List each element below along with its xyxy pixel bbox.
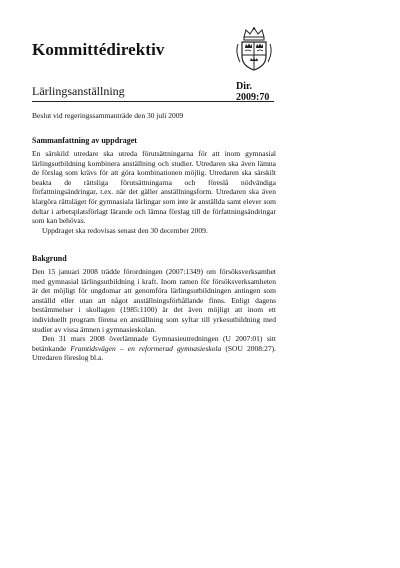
- directive-label: Dir.: [236, 81, 253, 92]
- header-divider: [32, 101, 274, 102]
- report-title: Framtidsvägen – en reformerad gymnasieskola: [70, 343, 222, 353]
- document-title: Kommittédirektiv: [32, 40, 165, 59]
- background-paragraph-2: [32, 334, 276, 363]
- coat-of-arms-icon: [234, 26, 274, 72]
- summary-paragraph: En särskild utredare ska utreda förutsättningarna för att inom gymnasial lärlingsutbildning kombinera anställning och studier. Utredaren ska även lämna de förslag som krävs för att göra kombinationen möjlig. Utredaren ska särskilt beakta de rättsliga förutsättningarna och föreslå nödvändiga författningsändringar, t.ex. när det gäller anställningsform. Utredaren ska även klargöra rättsläget för gymnasiala lärlingar som inte är anställda samt elever som deltar i arbetsplatsförlagt lärande och lämna förslag till de författningsändringar som kan behövas.: [32, 149, 276, 226]
- decision-line: Beslut vid regeringssammanträde den 30 juli 2009: [32, 111, 184, 120]
- background-text-end: (SOU 2008:27). Utredaren föreslog bl.a.: [32, 343, 276, 363]
- background-paragraph: Den 15 januari 2008 trädde förordningen (2007:1349) om försöksverksamhet med gymnasial lärlingsutbildning i kraft. Inom ramen för försöksverksamheten är det möjligt för ungdomar att genomföra lärlingsutbildningen antingen som anställd eller utan att något anställningsförhållande finns. Enligt dagens bestämmelser i skollagen (1985:1100) är det även möjligt att inom ett individuellt program förena en anställning som syftar till yrkesutbildning med studier av vissa ämnen i gymnasieskolan.: [32, 267, 276, 334]
- summary-deadline: Uppdraget ska redovisas senast den 30 december 2009.: [42, 225, 208, 235]
- background-text: Den 31 mars 2008 överlämnade Gymnasieutredningen (U 2007:01) sitt betänkande: [32, 334, 276, 353]
- summary-section: [32, 136, 276, 235]
- directive-subject: Lärlingsanställning: [32, 84, 125, 98]
- background-section: [32, 254, 276, 363]
- background-heading: Bakgrund: [32, 254, 67, 263]
- directive-number: 2009:70: [236, 92, 270, 103]
- summary-heading: Sammanfattning av uppdraget: [32, 136, 137, 145]
